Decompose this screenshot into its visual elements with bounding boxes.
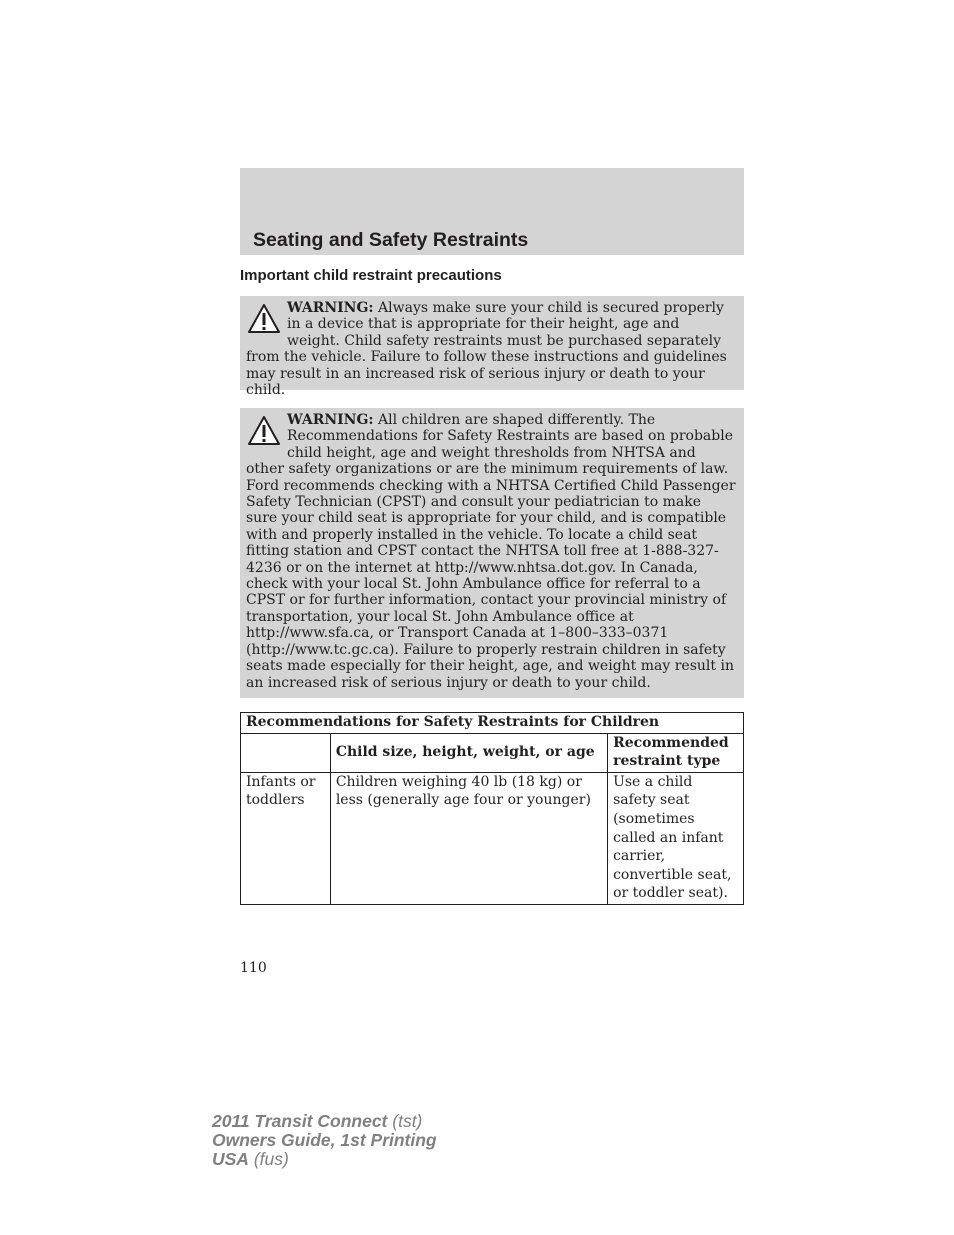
- footer-printing: Owners Guide, 1st Printing: [212, 1130, 437, 1150]
- page-number: 110: [240, 960, 267, 976]
- document-footer: [212, 1112, 437, 1169]
- chapter-header-band: [240, 168, 744, 255]
- footer-market: USA: [212, 1149, 249, 1169]
- table-row: [241, 772, 744, 904]
- warning-box: [240, 408, 744, 698]
- section-heading: Important child restraint precautions: [240, 267, 502, 284]
- warning-body: All children are shaped differently. The Recommendations for Safety Restraints are based on probable child height, age and weight thresholds from NHTSA and other safety organizations or are the minimum requirements of law. Ford recommends checking with a NHTSA Certified Child Passenger Safety Technician (CPST) and consult your pediatrician to make sure your child seat is appropriate for your child, and is compatible with and properly installed in the vehicle. To locate a child seat fitting station and CPST contact the NHTSA toll free at 1-888-327-4236 or on the internet at http://www.nhtsa.dot.gov. In Canada, check with your local St. John Ambulance office for referral to a CPST or for further information, contact your provincial ministry of transportation, your local St. John Ambulance office at http://www.sfa.ca, or Transport Canada at 1–800–333–0371 (http://www.tc.gc.ca). Failure to properly restrain children in safety seats made especially for their height, age, and weight may result in an increased risk of serious injury or death to your child.: [246, 412, 736, 691]
- warning-box: [240, 296, 744, 399]
- warning-label: WARNING:: [287, 300, 374, 316]
- footer-line: [212, 1112, 437, 1131]
- warning-text: [246, 300, 736, 398]
- footer-model-code: (tst): [387, 1111, 423, 1131]
- warning-triangle-icon: [247, 302, 281, 336]
- column-header: Child size, height, weight, or age: [330, 733, 607, 772]
- warning-label: WARNING:: [287, 412, 374, 428]
- footer-model: 2011 Transit Connect: [212, 1111, 388, 1131]
- table-cell: Use a child safety seat (sometimes called an infant carrier, convertible seat, or toddler seat).: [608, 772, 744, 904]
- safety-restraints-table: [240, 712, 744, 905]
- table-cell: Children weighing 40 lb (18 kg) or less (generally age four or younger): [330, 772, 607, 904]
- table-cell: Infants or toddlers: [241, 772, 331, 904]
- table-title: Recommendations for Safety Restraints for Children: [241, 713, 744, 734]
- footer-market-code: (fus): [248, 1149, 289, 1169]
- warning-body: Always make sure your child is secured properly in a device that is appropriate for their height, age and weight. Child safety restraints must be purchased separately from the vehicle. Failure to follow these instructions and guidelines may result in an increased risk of serious injury or death to your child.: [246, 300, 727, 399]
- footer-line: [212, 1150, 437, 1169]
- column-header: Recommended restraint type: [608, 733, 744, 772]
- warning-text: [246, 412, 736, 691]
- column-header: [241, 733, 331, 772]
- chapter-title: Seating and Safety Restraints: [253, 229, 529, 251]
- footer-line: [212, 1131, 437, 1150]
- warning-triangle-icon: [247, 414, 281, 448]
